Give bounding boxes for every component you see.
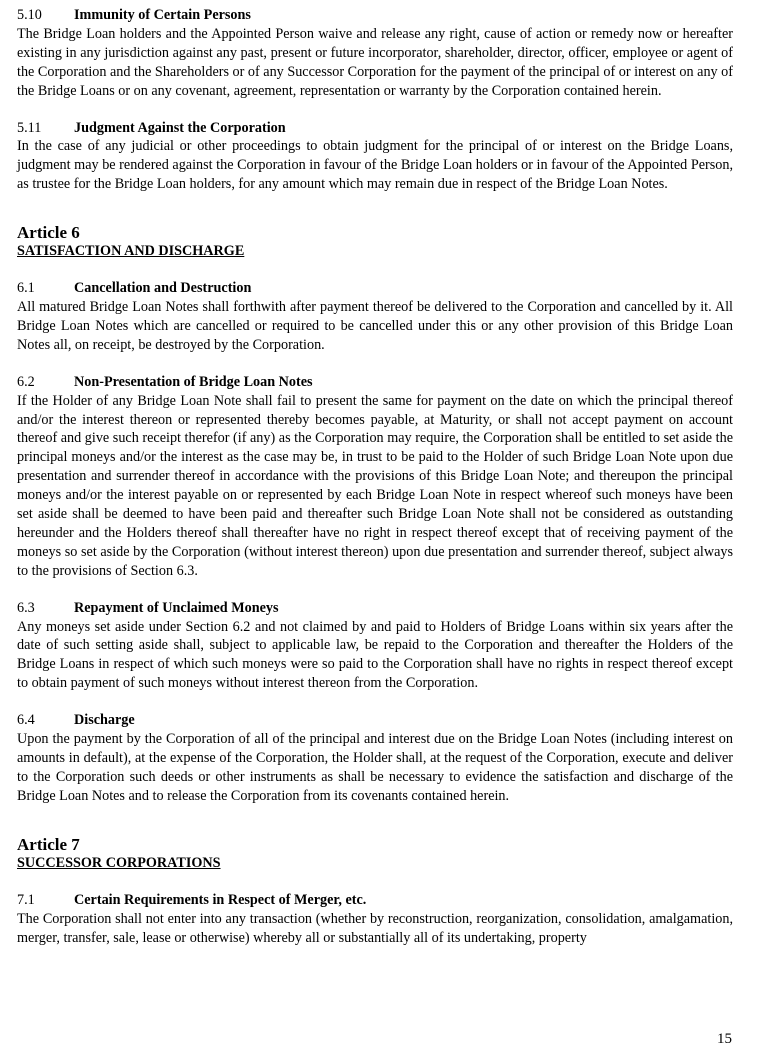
section-number: 6.4 — [17, 712, 35, 729]
section-title: Non-Presentation of Bridge Loan Notes — [74, 373, 313, 390]
section-number: 5.11 — [17, 119, 42, 136]
section-number: 6.1 — [17, 280, 35, 297]
section-6-1 — [17, 279, 733, 355]
section-heading — [17, 119, 733, 138]
section-number: 7.1 — [17, 891, 35, 908]
section-title: Discharge — [74, 712, 135, 729]
section-number: 6.3 — [17, 599, 35, 616]
article-subtitle: SATISFACTION AND DISCHARGE — [17, 243, 245, 260]
section-body: All matured Bridge Loan Notes shall forthwith after payment thereof be delivered to the Corporation and cancelled by it. All Bridge Loan Notes which are cancelled or required to be cancelled under this or any other provision of this Bridge Loan Notes all, on receipt, be destroyed by the Corporation. — [17, 299, 733, 353]
article-7-heading — [17, 835, 733, 872]
section-body: If the Holder of any Bridge Loan Note shall fail to present the same for payment on the date on which the principal thereof and/or the interest thereon or represented thereby becomes payable, at Maturity, or shall not accept payment on account thereof and give such receipt therefor (if any) as the Corporation may require, the Corporation shall be entitled to set aside the principal moneys and/or the interest as the case may be, in trust to be paid to the Holder of such Bridge Loan Note upon due presentation and surrender thereof in accordance with the provisions of this Bridge Loan Note; and thereupon the principal moneys and/or the interest payable on or represented by each Bridge Loan Note in respect whereof such moneys have been set aside shall be deemed to have been paid and thereafter such Bridge Loan Note shall not be considered as outstanding hereunder and the Holders thereof shall thereafter have no right in respect thereof except that of receiving payment of the moneys so set aside by the Corporation (without interest thereon) upon due presentation and surrender thereof, subject always to the provisions of Section 6.3. — [17, 392, 733, 579]
section-title: Cancellation and Destruction — [74, 280, 252, 297]
section-heading — [17, 599, 733, 618]
section-6-3 — [17, 599, 733, 694]
section-heading — [17, 891, 733, 910]
document-page — [17, 6, 733, 965]
section-title: Judgment Against the Corporation — [74, 119, 286, 136]
article-subtitle: SUCCESSOR CORPORATIONS — [17, 854, 221, 871]
article-title: Article 6 — [17, 223, 80, 243]
section-number: 6.2 — [17, 373, 35, 390]
section-title: Certain Requirements in Respect of Merger, etc. — [74, 891, 367, 908]
section-body: The Corporation shall not enter into any transaction (whether by reconstruction, reorganization, consolidation, amalgamation, merger, transfer, sale, lease or otherwise) whereby all or substantially all of its undertaking, property — [17, 910, 733, 946]
section-heading — [17, 711, 733, 730]
section-heading — [17, 6, 733, 25]
section-7-1 — [17, 891, 733, 948]
section-heading — [17, 373, 733, 392]
section-6-2 — [17, 373, 733, 581]
article-6-heading — [17, 223, 733, 260]
section-body: The Bridge Loan holders and the Appointed Person waive and release any right, cause of action or remedy now or hereafter existing in any jurisdiction against any past, present or future incorporator, shareholder, director, officer, employee or agent of the Corporation and the Shareholders or of any Successor Corporation for the payment of the principal of or interest on any of the Bridge Loans or on any covenant, agreement, representation or warranty by the Corporation contained herein. — [17, 25, 733, 99]
section-6-4 — [17, 711, 733, 806]
section-body: Any moneys set aside under Section 6.2 and not claimed by and paid to Holders of Bridge Loans within six years after the date of such setting aside shall, subject to applicable law, be repaid to the Corporation and thereafter the Holders of the Bridge Loans in respect of which such moneys were so paid to the Corporation shall have no rights in respect thereof except to obtain payment of such moneys without interest thereon from the Corporation. — [17, 618, 733, 692]
page-number: 15 — [717, 1031, 732, 1047]
section-body: Upon the payment by the Corporation of all of the principal and interest due on the Bridge Loan Notes (including interest on amounts in default), at the expense of the Corporation, the Holder shall, at the request of the Corporation, execute and deliver to the Corporation such deeds or other instruments as shall be necessary to evidence the satisfaction and discharge of the Bridge Loan Notes and to release the Corporation from its covenants contained herein. — [17, 731, 733, 804]
section-5-10 — [17, 6, 733, 101]
section-heading — [17, 279, 733, 298]
section-number: 5.10 — [17, 7, 42, 23]
section-body: In the case of any judicial or other proceedings to obtain judgment for the principal of or interest on the Bridge Loans, judgment may be rendered against the Corporation in favour of the Bridge Loan holders or in favour of the Appointed Person, as trustee for the Bridge Loan holders, for any amount which may remain due in respect of the Bridge Loan Notes. — [17, 138, 733, 193]
section-5-11 — [17, 119, 733, 195]
article-title: Article 7 — [17, 834, 80, 854]
section-title: Repayment of Unclaimed Moneys — [74, 599, 279, 616]
section-title: Immunity of Certain Persons — [74, 7, 251, 23]
